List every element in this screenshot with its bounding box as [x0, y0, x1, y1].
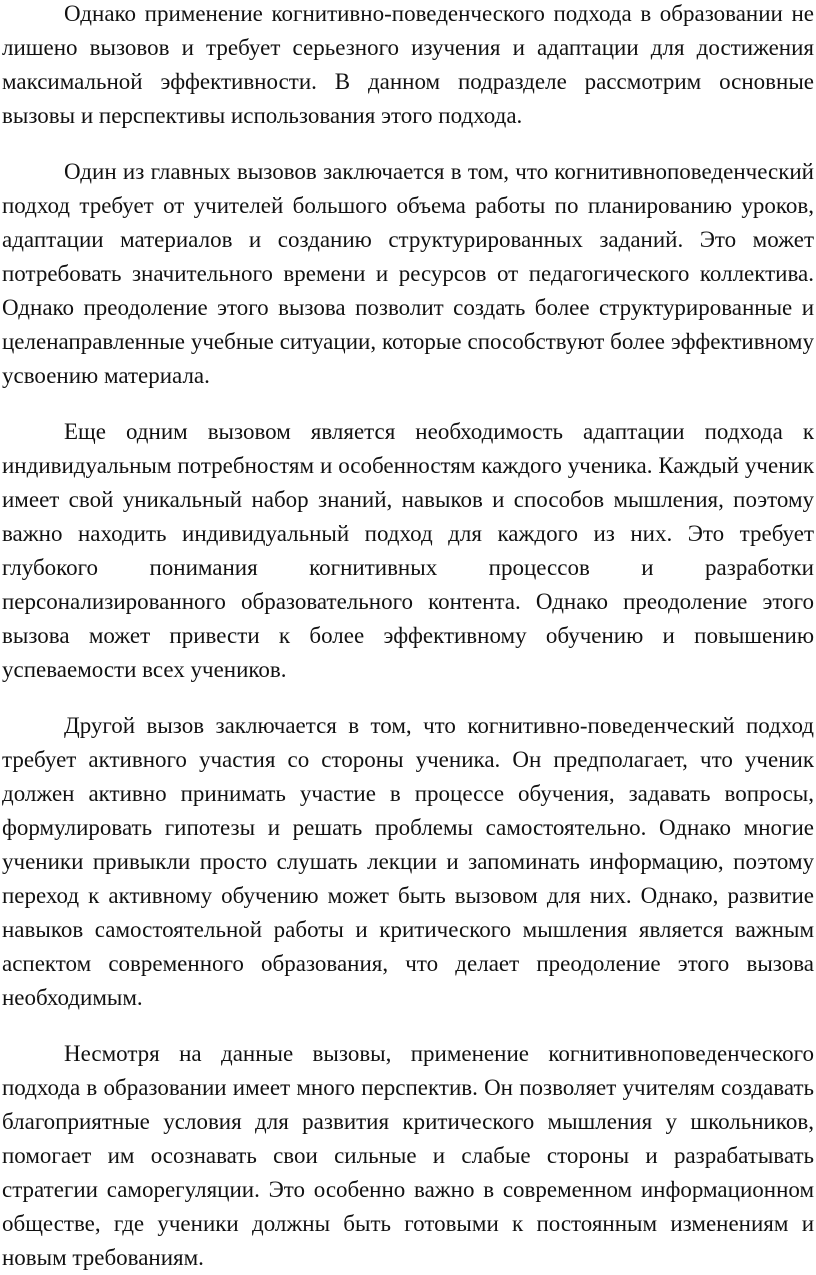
- paragraph-intro: Однако применение когнитивно-поведенческого подхода в образовании не лишено вызовов и требует серьезного изучения и адаптации для достижения максимальной эффективности. В данном подразделе рассмотрим основные вызовы и перспективы использования этого подхода.: [2, 1, 814, 128]
- paragraph-perspectives: Несмотря на данные вызовы, применение когнитивноповеденческого подхода в образовании имеет много перспектив. Он позволяет учителям создавать благоприятные условия для развития критического мышления у школьников, помогает им осознавать свои сильные и слабые стороны и разрабатывать стратегии саморегуляции. Это особенно важно в современном информационном обществе, где ученики должны быть готовыми к постоянным изменениям и новым требованиям.: [2, 1041, 814, 1270]
- paragraph-active-participation: Другой вызов заключается в том, что когнитивно-поведенческий подход требует активного участия со стороны ученика. Он предполагает, что ученик должен активно принимать участие в процессе обучения, задавать вопросы, формулировать гипотезы и решать проблемы самостоятельно. Однако многие ученики привыкли просто слушать лекции и запоминать информацию, поэтому переход к активному обучению может быть вызовом для них. Однако, развитие навыков самостоятельной работы и критического мышления является важным аспектом современного образования, что делает преодоление этого вызова необходимым.: [2, 713, 814, 1010]
- paragraph-individual-adaptation: Еще одним вызовом является необходимость адаптации подхода к индивидуальным потребностям и особенностям каждого ученика. Каждый ученик имеет свой уникальный набор знаний, навыков и способов мышления, поэтому важно находить индивидуальный подход для каждого из них. Это требует глубокого понимания когнитивных процессов и разработки персонализированного образовательного контента. Однако преодоление этого вызова может привести к более эффективному обучению и повышению успеваемости всех учеников.: [2, 419, 814, 682]
- paragraph-teacher-workload: Один из главных вызовов заключается в том, что когнитивноповеденческий подход требует от учителей большого объема работы по планированию уроков, адаптации материалов и созданию структурированных заданий. Это может потребовать значительного времени и ресурсов от педагогического коллектива. Однако преодоление этого вызова позволит создать более структурированные и целенаправленные учебные ситуации, которые способствуют более эффективному усвоению материала.: [2, 159, 814, 388]
